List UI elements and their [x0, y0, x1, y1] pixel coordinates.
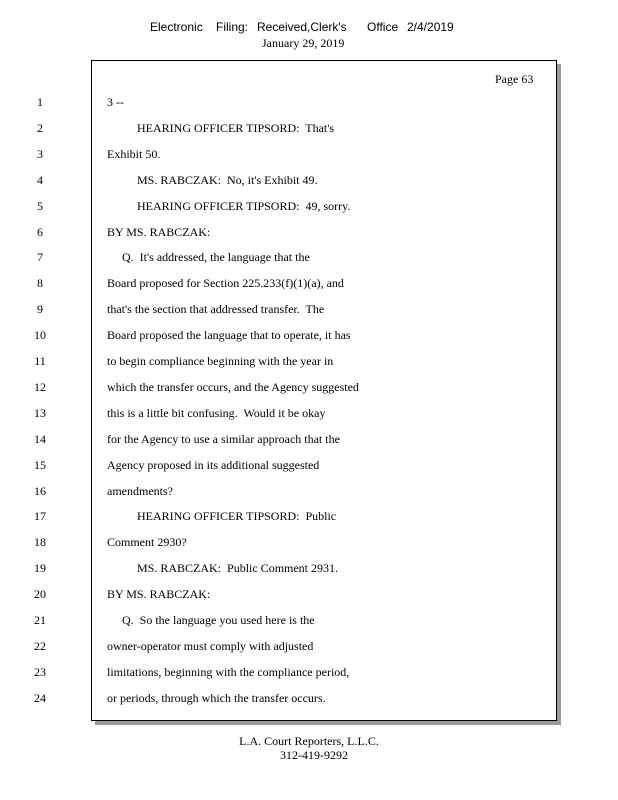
filing-stamp-word: Office: [367, 20, 399, 34]
line-number: 19: [34, 561, 46, 575]
page-number: Page 63: [495, 72, 534, 86]
transcript-line-text: Q. So the language you used here is the: [107, 613, 315, 627]
transcript-line-text: which the transfer occurs, and the Agency suggested: [107, 380, 359, 394]
line-number: 15: [34, 458, 46, 472]
line-number: 11: [34, 354, 46, 368]
line-number: 22: [34, 639, 46, 653]
transcript-line-text: Exhibit 50.: [107, 147, 161, 161]
line-number: 10: [34, 328, 46, 342]
transcript-line-text: Agency proposed in its additional suggested: [107, 458, 320, 472]
transcript-line-text: for the Agency to use a similar approach that the: [107, 432, 340, 446]
transcript-line-text: this is a little bit confusing. Would it be okay: [107, 406, 326, 420]
line-number: 1: [37, 95, 43, 109]
line-number: 9: [37, 302, 43, 316]
line-number: 4: [37, 173, 43, 187]
transcript-line-text: HEARING OFFICER TIPSORD: That's: [107, 121, 335, 135]
line-number: 7: [37, 250, 43, 264]
transcript-line-text: BY MS. RABCZAK:: [107, 225, 211, 239]
transcript-line-text: Board proposed the language that to operate, it has: [107, 328, 351, 342]
transcript-line-text: BY MS. RABCZAK:: [107, 587, 211, 601]
transcript-line-text: or periods, through which the transfer occurs.: [107, 691, 326, 705]
filing-stamp-word: Filing:: [216, 20, 249, 34]
footer-phone: 312-419-9292: [280, 748, 348, 762]
line-number: 21: [34, 613, 46, 627]
line-number: 6: [37, 225, 43, 239]
line-number: 24: [34, 691, 46, 705]
line-number: 2: [37, 121, 43, 135]
transcript-line-text: Board proposed for Section 225.233(f)(1)(a), and: [107, 276, 344, 290]
line-number: 3: [37, 147, 43, 161]
transcript-line-text: 3 --: [107, 95, 124, 109]
transcript-line-text: HEARING OFFICER TIPSORD: 49, sorry.: [107, 199, 351, 213]
transcript-line-text: Comment 2930?: [107, 535, 187, 549]
transcript-line-text: limitations, beginning with the compliance period,: [107, 665, 350, 679]
filing-stamp-word: 2/4/2019: [407, 20, 454, 34]
transcript-line-text: to begin compliance beginning with the year in: [107, 354, 334, 368]
filing-stamp-word: Electronic: [150, 20, 203, 34]
transcript-line-text: that's the section that addressed transfer. The: [107, 302, 325, 316]
transcript-line-text: MS. RABCZAK: No, it's Exhibit 49.: [107, 173, 318, 187]
line-number: 16: [34, 484, 46, 498]
transcript-line-text: MS. RABCZAK: Public Comment 2931.: [107, 561, 339, 575]
line-number: 8: [37, 276, 43, 290]
line-number: 13: [34, 406, 46, 420]
transcript-line-text: HEARING OFFICER TIPSORD: Public: [107, 509, 337, 523]
line-number: 5: [37, 199, 43, 213]
footer-company: L.A. Court Reporters, L.L.C.: [239, 734, 379, 748]
transcript-line-text: amendments?: [107, 484, 173, 498]
transcript-line-text: owner-operator must comply with adjusted: [107, 639, 314, 653]
line-number: 14: [34, 432, 46, 446]
filing-date: January 29, 2019: [262, 36, 345, 50]
line-number: 23: [34, 665, 46, 679]
filing-stamp-word: Received,Clerk's: [257, 20, 347, 34]
line-number: 18: [34, 535, 46, 549]
line-number: 17: [34, 509, 46, 523]
line-number: 12: [34, 380, 46, 394]
line-number: 20: [34, 587, 46, 601]
transcript-line-text: Q. It's addressed, the language that the: [107, 250, 310, 264]
